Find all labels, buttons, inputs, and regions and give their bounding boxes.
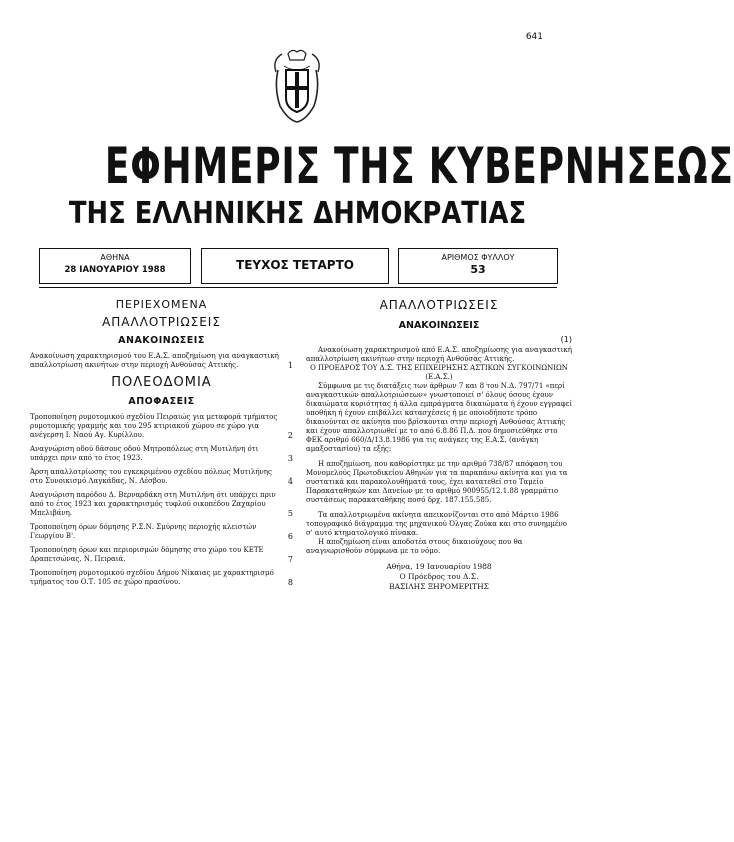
toc-item[interactable]: [30, 491, 293, 518]
announcements-heading: ΑΝΑΚΟΙΝΩΣΕΙΣ: [398, 320, 480, 331]
toc-item[interactable]: [30, 352, 293, 370]
toc-item[interactable]: [30, 523, 293, 541]
header-sheet-box: [398, 248, 558, 284]
signature-date: Αθήνα, 19 Ιανουαρίου 1988: [386, 562, 492, 571]
masthead-subtitle: ΤΗΣ ΕΛΛΗΝΙΚΗΣ ΔΗΜΟΚΡΑΤΙΑΣ: [68, 196, 527, 231]
contents-decisions-heading: ΑΠΟΦΑΣΕΙΣ: [128, 396, 195, 407]
toc-item-text: Τροποποίηση όρων δόμησης Ρ.Σ.Ν. Σμύρνης περιοχής κλειστών Γεωργίου Β'.: [30, 523, 257, 540]
president-title: Ο ΠΡΟΕΔΡΟΣ ΤΟΥ Δ.Σ. ΤΗΣ ΕΠΙΧΕΙΡΗΣΗΣ ΑΣΤΙΚΩΝ ΣΥΓΚΟΙΝΩΝΙΩΝ (Ε.Α.Σ.): [310, 364, 568, 381]
header-rule: [39, 287, 557, 288]
toc-item-text: Ανακοίνωση χαρακτηρισμού του Ε.Α.Σ. αποζημίωση για αναγκαστική απαλλοτρίωση ακινήτων στην περιοχή Ανθούσας Αττικής.: [30, 352, 279, 369]
toc-item-text: Αναγνώριση παρόδου Δ. Βερναρδάκη στη Μυτιλήνη ότι υπάρχει πριν από το έτος 1923 και χαρακτηρισμός τυφλού οικοπέδου Ζαχαρίου Μπελιβάνη.: [30, 491, 276, 517]
contents-announcements-heading: ΑΝΑΚΟΙΝΩΣΕΙΣ: [118, 335, 205, 346]
toc-item-text: Τροποποίηση ρυμοτομικού σχεδίου Πειραιώς για μεταφορά τμήματος ρυμοτομικής γραμμής και του 295 κτιριακού χώρου σε χώρο για ανέγερση Ι. Ναού Αγ. Κυρίλλου.: [30, 413, 278, 439]
header-issue-box: [201, 248, 389, 284]
header-sheet-label: ΑΡΙΘΜΟΣ ΦΥΛΛΟΥ: [441, 253, 515, 262]
contents-heading: ΠΕΡΙΕΧΟΜΕΝΑ: [115, 298, 208, 311]
announcement-column: [306, 294, 572, 592]
header-date: 28 ΙΑΝΟΥΑΡΙΟΥ 1988: [64, 265, 166, 275]
announcement-number: (1): [560, 335, 572, 344]
announcement-intro: Ανακοίνωση χαρακτηρισμού από Ε.Α.Σ. αποζημίωσης για αναγκαστική απαλλοτρίωση ακινήτων στην περιοχή Ανθούσας Αττικής.: [306, 346, 572, 363]
announcement-paragraph: Η αποζημίωση, που καθορίστηκε με την αριθμό 738/87 απόφαση του Μονομελούς Πρωτοδικείου Αθηνών για τα παραπάνω ακίνητα και για τα συστατικά και παρακολουθήματά τους, έχει κατατεθεί στο Ταμείο Παρακαταθηκών και Δανείων με το αριθμό 900955/12.1.88 γραμμάτιο συστάσεως παρακαταθήκης ποσό δρχ. 187.155.585.: [306, 460, 568, 504]
signature-role: Ο Πρόεδρος του Δ.Σ.: [399, 572, 479, 581]
contents-urban-planning-heading: ΠΟΛΕΟΔΟΜΙΑ: [111, 375, 212, 390]
toc-item-text: Τροποποίηση ρυμοτομικού σχεδίου Δήμου Νίκαιας με χαρακτηρισμό τμήματος του Ο.Τ. 105 σε χώρο πρασίνου.: [30, 569, 274, 586]
toc-item[interactable]: [30, 569, 293, 587]
expropriations-heading: ΑΠΑΛΛΟΤΡΙΩΣΕΙΣ: [379, 298, 499, 312]
toc-item-page: 8: [287, 578, 293, 587]
signature-name: ΒΑΣΙΛΗΣ ΞΗΡΟΜΕΡΙΤΗΣ: [389, 582, 489, 591]
toc-item[interactable]: [30, 468, 293, 486]
toc-item-page: 4: [287, 477, 293, 486]
contents-column: [30, 294, 293, 592]
announcement-paragraph: Τα απαλλοτριωμένα ακίνητα απεικονίζονται στο από Μάρτιο 1986 τοπογραφικό διάγραμμα της μηχανικού Όλγας Ζούκα και στο συνημμένο σ' αυτό κτηματολογικό πίνακα.: [306, 511, 567, 537]
header-sheet-number: 53: [470, 263, 486, 276]
toc-item-text: Άρση απαλλοτρίωσης του εγκεκριμένου σχεδίου πόλεως Μυτιλήνης στο Συνοικισμό Λαγκάδας, Ν. Λέσβου.: [30, 468, 272, 485]
header-city: ΑΘΗΝΑ: [100, 253, 130, 262]
contents-expropriations-heading: ΑΠΑΛΛΟΤΡΙΩΣΕΙΣ: [102, 315, 221, 329]
page-number: 641: [525, 32, 543, 42]
header-date-box: [39, 248, 191, 284]
toc-item[interactable]: [30, 445, 293, 463]
toc-item-text: Τροποποίηση όρων και περιορισμών δόμησης στο χώρο του ΚΕΤΕ Δραπετσώνας, Ν. Πειραιά.: [30, 546, 264, 563]
toc-item-text: Αναγνώριση οδού δάσους οδού Μητροπόλεως στη Μυτιλήνη ότι υπάρχει πριν από το έτος 1923.: [30, 445, 259, 462]
toc-item-page: 1: [287, 361, 293, 370]
toc-item-page: 2: [287, 431, 293, 440]
header-issue: ΤΕΥΧΟΣ ΤΕΤΑΡΤΟ: [236, 258, 354, 272]
coat-of-arms-icon: [270, 48, 324, 124]
toc-item-page: 7: [287, 555, 293, 564]
toc-item-page: 3: [287, 454, 293, 463]
toc-item-page: 6: [287, 532, 293, 541]
masthead-title: ΕΦΗΜΕΡΙΣ ΤΗΣ ΚΥΒΕΡΝΗΣΕΩΣ: [104, 137, 734, 195]
toc-item[interactable]: [30, 546, 293, 564]
announcement-paragraph: Σύμφωνα με τις διατάξεις των άρθρων 7 και 8 του Ν.Δ. 797/71 «περί αναγκαστικών απαλλοτριώσεων» γνωστοποιεί σ' όλους όσους έχουν δικαιώματα κυριότητας ή άλλα εμπράγματα δικαιώματα ή έχουν εγγραφεί υποθήκη ή έχουν επιβάλλει κατασχέσεις ή με οποιοδήποτε τρόπο δικαιούνται σε ακίνητα που βρίσκονται στην περιοχή Ανθούσας Αττικής και έχουν απαλλοτριωθεί με το από 6.8.86 Π.Δ. που δημοσιεύθηκε στο ΦΕΚ αριθμό 660/Δ/13.8.1986 για τις ανάγκες της Ε.Α.Σ. (ανάγκη αμαξοστασίου) τα εξής:: [306, 382, 572, 453]
toc-item[interactable]: [30, 413, 293, 440]
announcement-paragraph: Η αποζημίωση είναι αποδοτέα στους δικαιούχους που θα αναγνωρισθούν σύμφωνα με το νόμο.: [306, 538, 523, 555]
toc-item-page: 5: [287, 509, 293, 518]
